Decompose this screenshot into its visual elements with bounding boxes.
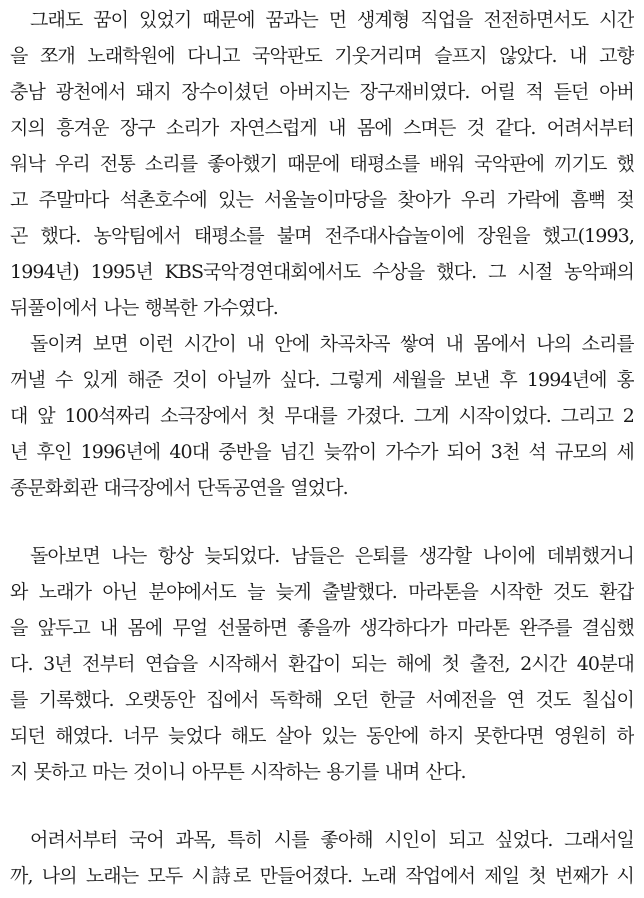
text-line: 와 노래가 아닌 분야에서도 늘 늦게 출발했다. 마라톤을 시작한 것도 환갑	[10, 581, 634, 603]
text-line: 고 주말마다 석촌호수에 있는 서울놀이마당을 찾아가 우리 가락에 흠뻑 젖	[10, 189, 634, 211]
text-line: 지의 흥겨운 장구 소리가 자연스럽게 내 몸에 스며든 것 같다. 어려서부터	[10, 117, 634, 139]
text-line: 충남 광천에서 돼지 장수이셨던 아버지는 장구재비였다. 어릴 적 듣던 아버	[10, 81, 634, 103]
text-line: 종문화회관 대극장에서 단독공연을 열었다.	[10, 477, 348, 499]
text-line: 을 앞두고 내 몸에 무얼 선물하면 좋을까 생각하다가 마라톤 완주를 결심했	[10, 617, 634, 639]
text-line: 그래도 꿈이 있었기 때문에 꿈과는 먼 생계형 직업을 전전하면서도 시간	[30, 9, 634, 31]
text-line: 되던 해였다. 너무 늦었다 해도 살아 있는 동안에 하지 못한다면 영원히 하	[10, 725, 634, 747]
text-line: 년 후인 1996년에 40대 중반을 넘긴 늦깎이 가수가 되어 3천 석 규모의 세	[10, 441, 634, 463]
text-line: 다. 3년 전부터 연습을 시작해서 환갑이 되는 해에 첫 출전, 2시간 40분대	[10, 653, 634, 675]
text-line: 를 기록했다. 오랫동안 집에서 독학해 오던 한글 서예전을 연 것도 칠십이	[10, 689, 634, 711]
text-line: 워낙 우리 전통 소리를 좋아했기 때문에 태평소를 배워 국악판에 끼기도 했	[10, 153, 634, 175]
text-line: 뒤풀이에서 나는 행복한 가수였다.	[10, 297, 278, 319]
text-line: 곤 했다. 농악팀에서 태평소를 불며 전주대사습놀이에 장원을 했고(1993,	[10, 225, 634, 247]
text-line: 어려서부터 국어 과목, 특히 시를 좋아해 시인이 되고 싶었다. 그래서일	[30, 829, 634, 851]
text-line: 을 쪼개 노래학원에 다니고 국악판도 기웃거리며 슬프지 않았다. 내 고향	[10, 45, 634, 67]
text-line: 1994년) 1995년 KBS국악경연대회에서도 수상을 했다. 그 시절 농악패의	[10, 261, 634, 283]
text-line: 꺼낼 수 있게 해준 것이 아닐까 싶다. 그렇게 세월을 보낸 후 1994년에 홍	[10, 369, 634, 391]
text-line: 대 앞 100석짜리 소극장에서 첫 무대를 가졌다. 그게 시작이었다. 그리고 2	[10, 405, 634, 427]
text-line: 까, 나의 노래는 모두 시詩로 만들어졌다. 노래 작업에서 제일 첫 번째가 시	[10, 865, 634, 887]
text-line: 돌이켜 보면 이런 시간이 내 안에 차곡차곡 쌓여 내 몸에서 나의 소리를	[30, 333, 634, 355]
text-line: 돌아보면 나는 항상 늦되었다. 남들은 은퇴를 생각할 나이에 데뷔했거니	[30, 545, 634, 567]
text-line: 지 못하고 마는 것이니 아무튼 시작하는 용기를 내며 산다.	[10, 761, 466, 783]
